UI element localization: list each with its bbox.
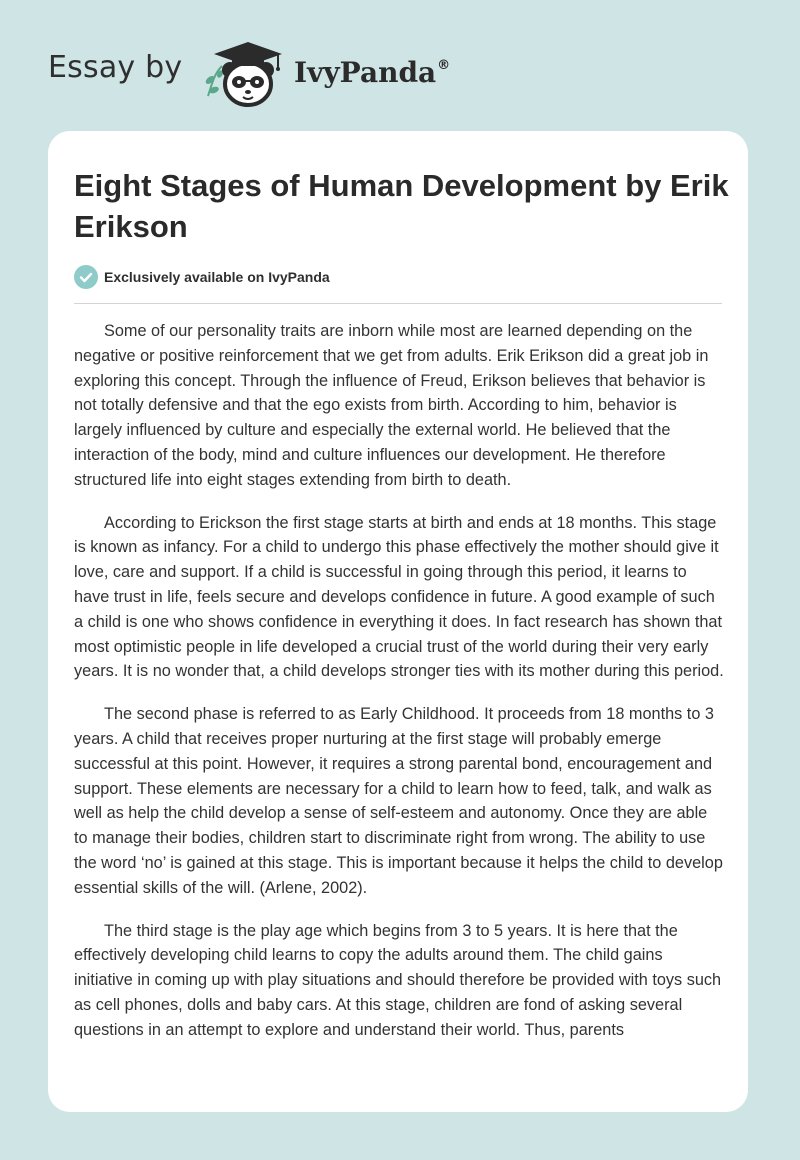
site-header bbox=[0, 0, 800, 130]
essay-card bbox=[48, 131, 748, 1112]
divider bbox=[74, 303, 722, 304]
check-circle-icon bbox=[74, 265, 98, 289]
brand-logo-text[interactable] bbox=[294, 56, 450, 89]
registered-mark: ® bbox=[437, 58, 451, 73]
essay-by-label: Essay by bbox=[48, 50, 183, 85]
essay-paragraph: The second phase is referred to as Early Childhood. It proceeds from 18 months to 3 years. A child that receives proper nurturing at the first stage will probably emerge successful at this point. However, it requires a strong parental bond, encouragement and support. These elements are necessary for a child to learn how to feed, talk, and walk as well as help the child develop a sense of self-esteem and autonomy. Once they are able to manage their bodies, children start to discriminate right from wrong. The ability to use the word ‘no’ is gained at this stage. This is important because it helps the child to develop essential skills of the will. (Arlene, 2002). bbox=[74, 705, 723, 897]
essay-paragraph: According to Erickson the first stage starts at birth and ends at 18 months. This stage is known as infancy. For a child to undergo this phase effectively the mother should give it love, care and support. If a child is successful in going through this period, it learns to have trust in life, feels secure and develops confidence in future. A good example of such a child is one who shows confidence in everything it does. In fact research has shown that most optimistic people in life developed a crucial trust of the world during their very early years. It is no wonder that, a child develops stronger ties with its mother during this period. bbox=[74, 513, 724, 681]
essay-title: Eight Stages of Human Development by Erik Erikson bbox=[74, 168, 729, 244]
essay-body bbox=[74, 319, 724, 1061]
exclusive-label: Exclusively available on IvyPanda bbox=[104, 269, 330, 285]
exclusive-badge bbox=[74, 264, 330, 290]
brand-name: IvyPanda bbox=[294, 56, 437, 89]
essay-paragraph: Some of our personality traits are inborn while most are learned depending on the negative or positive reinforcement that we get from adults. Erik Erikson did a great job in exploring this concept. Through the influence of Freud, Erikson believes that behavior is not totally defensive and that the ego exists from birth. According to him, behavior is largely influenced by culture and especially the external world. He believed that the interaction of the body, mind and culture influences our development. He therefore structured life into eight stages extending from birth to death. bbox=[74, 322, 709, 489]
essay-paragraph: The third stage is the play age which begins from 3 to 5 years. It is here that the effectively developing child learns to copy the adults around them. The child gains initiative in coming up with play situations and should therefore be provided with toys such as cell phones, dolls and baby cars. At this stage, children are fond of asking several questions in an attempt to explore and understand their world. Thus, parents bbox=[74, 921, 722, 1039]
panda-graduate-icon bbox=[200, 36, 290, 108]
